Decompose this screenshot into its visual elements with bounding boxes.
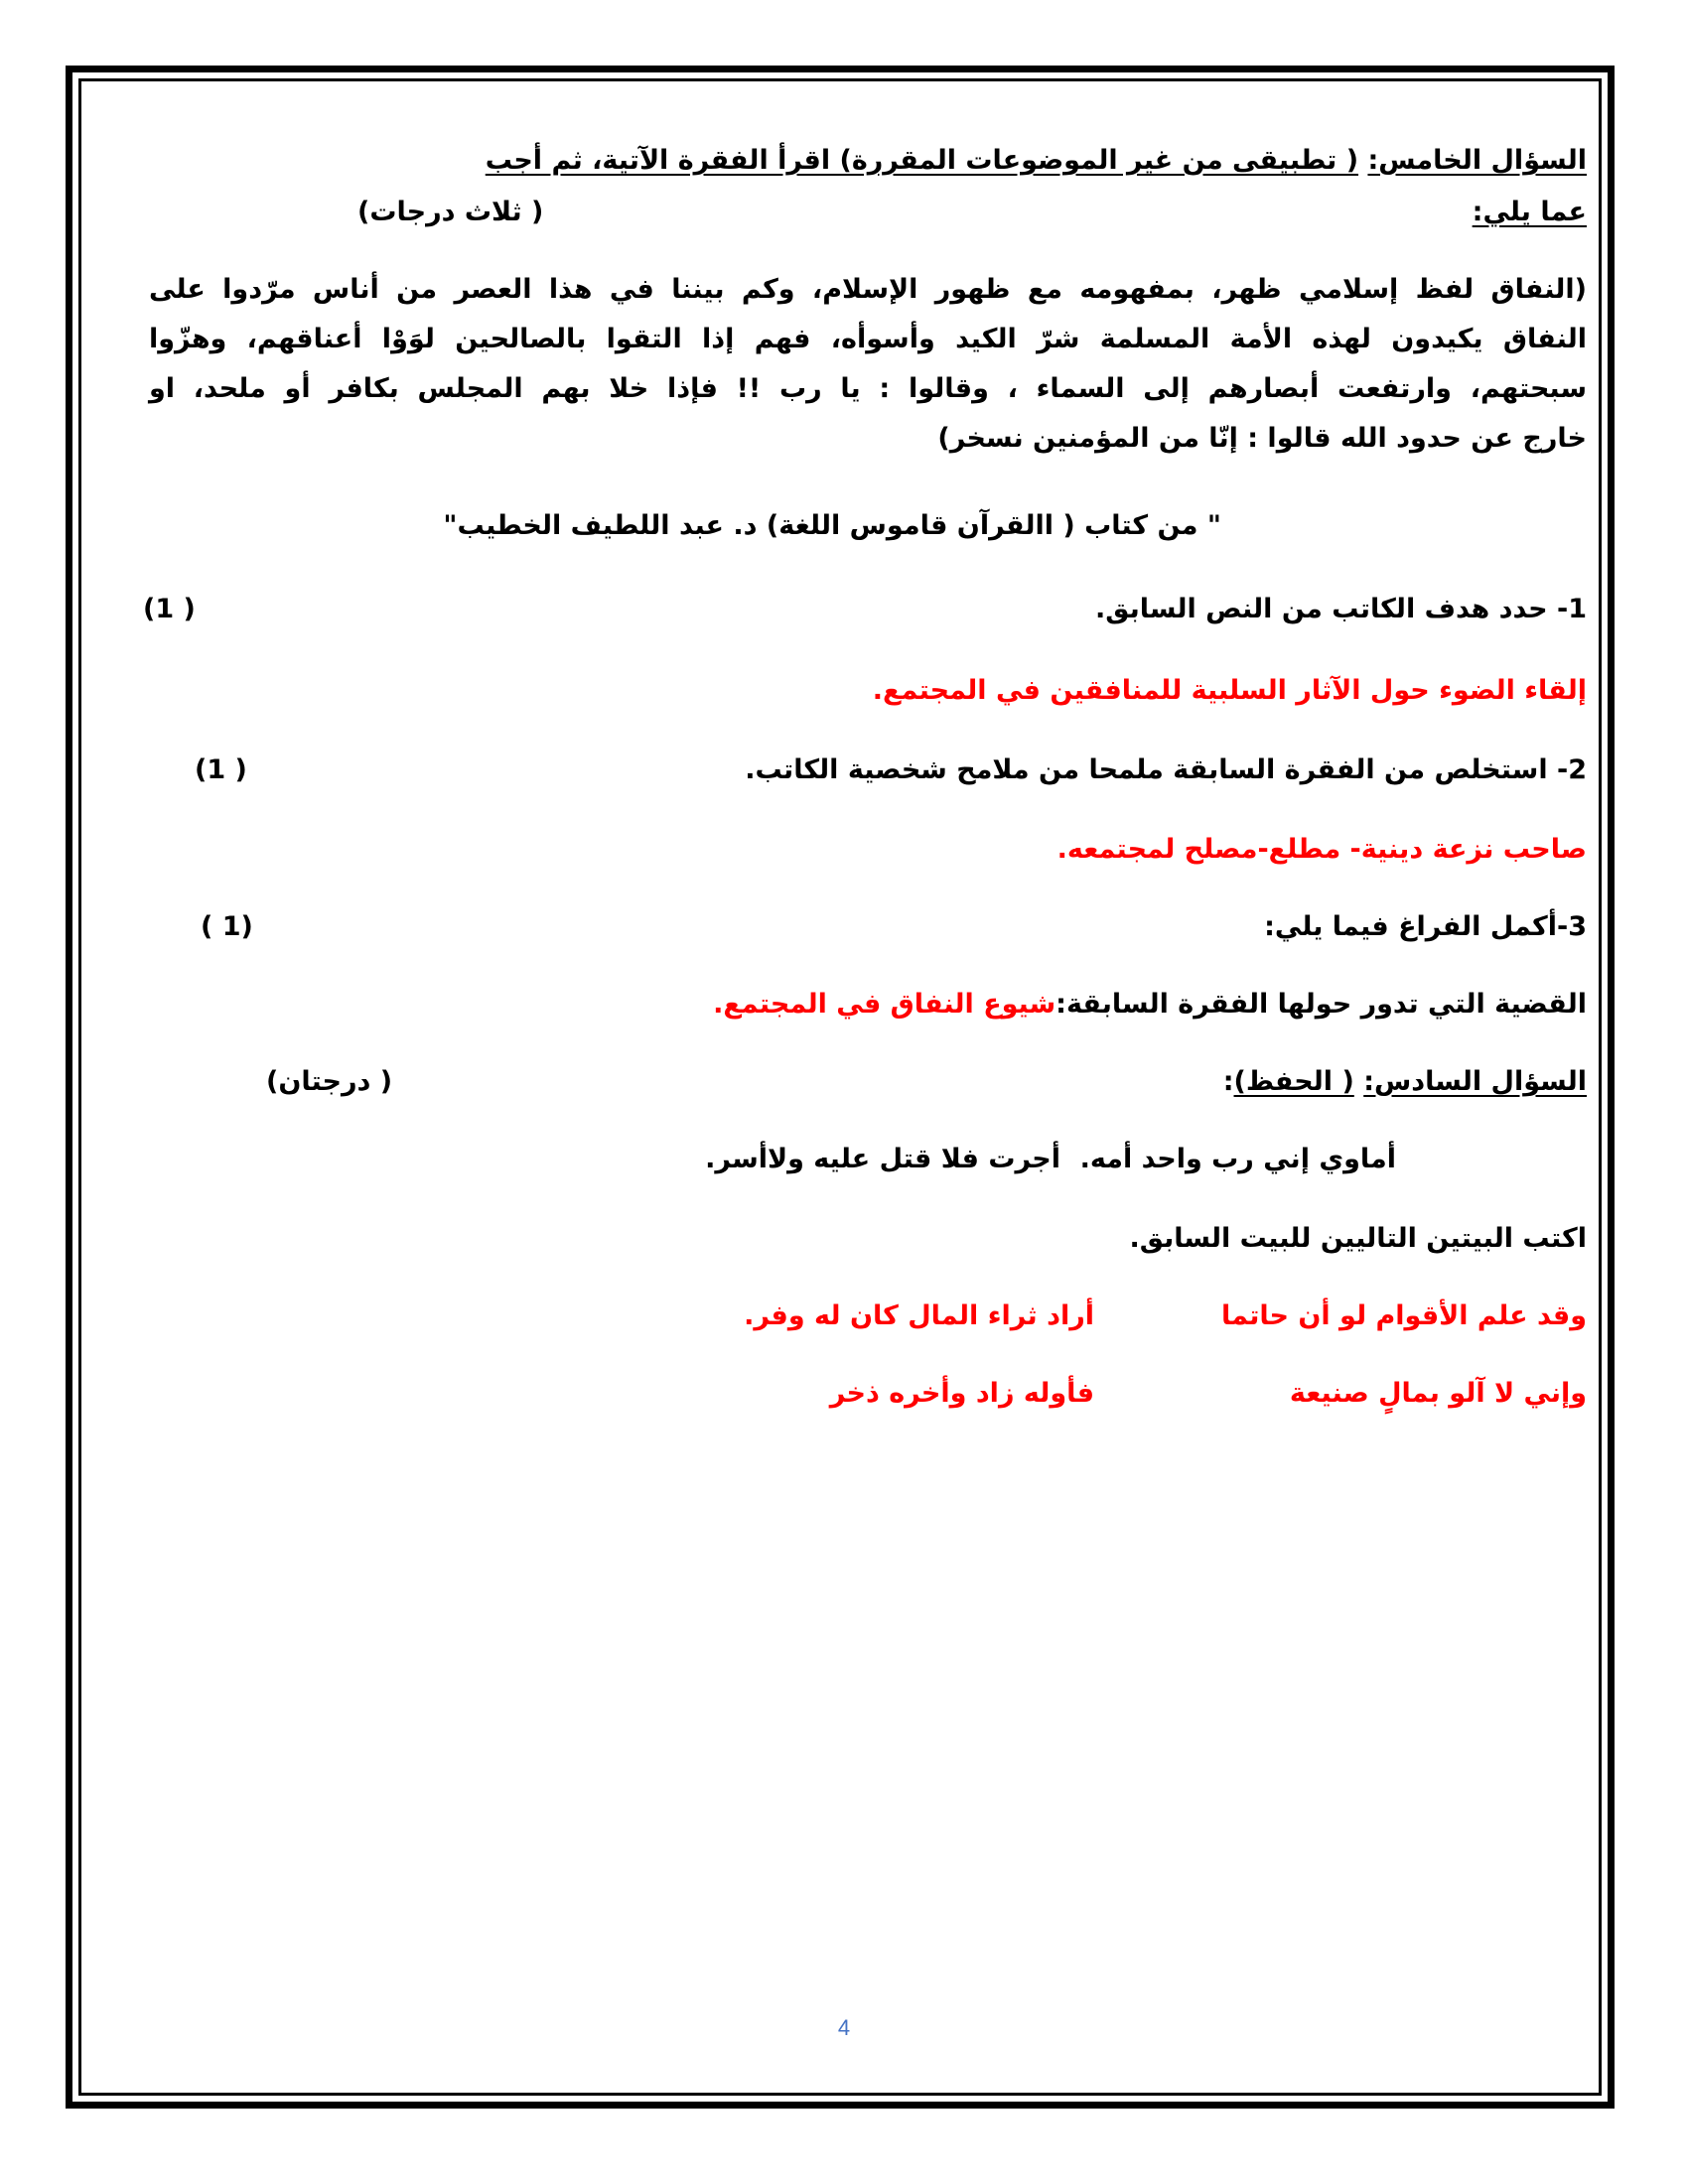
q5-title: السؤال الخامس: [1367, 145, 1587, 176]
answer-1: إلقاء الضوء حول الآثار السلبية للمنافقين في المجتمع. [872, 675, 1587, 706]
question-3-marks: (1 ) [201, 911, 253, 942]
q6-title: السؤال السادس: [1363, 1066, 1587, 1097]
passage-line-1: (النفاق لفظ إسلامي ظهر، بمفهومه مع ظهور الإسلام، وكم بيننا في هذا العصر من أناس مرّدوا على [149, 274, 1587, 305]
question-2-marks: ( 1) [195, 754, 247, 785]
question-3: 3-أكمل الفراغ فيما يلي: [1264, 911, 1587, 942]
question-3-fill [149, 985, 1587, 1024]
passage-line-2: النفاق يكيدون لهذه الأمة المسلمة شرّ الكيد وأسوأه، فهم إذا التقوا بالصالحين لوَوْا أعناقهم، وهزّوا [149, 324, 1587, 354]
answer-3: شيوع النفاق في المجتمع. [713, 989, 1056, 1020]
q5-heading [149, 141, 1587, 181]
verse-left-hemistich: أجرت فلا قتل عليه ولاأسر. [705, 1144, 1060, 1174]
passage-source: " من كتاب ( االقرآن قاموس اللغة) د. عبد اللطيف الخطيب" [443, 510, 1221, 541]
question-2: 2- استخلص من الفقرة السابقة ملمحا من ملامح شخصية الكاتب. [745, 754, 1587, 785]
answer-verse-1-left: أراد ثراء المال كان له وفر. [744, 1300, 1094, 1331]
page-number: 4 [837, 2015, 851, 2040]
question-1-marks: ( 1) [143, 594, 196, 624]
q6-topic: ( الحفظ) [1233, 1066, 1354, 1097]
q6-colon: : [1222, 1066, 1234, 1097]
q6-instruction: اكتب البيتين التاليين للبيت السابق. [1129, 1223, 1587, 1254]
answer-verse-2-left: فأوله زاد وأخره ذخر [829, 1378, 1094, 1409]
q5-answer-label: عما يلي: [1472, 197, 1587, 227]
q5-intro: ( تطبيقى من غير الموضوعات المقررة) اقرأ الفقرة الآتية، ثم أجب [485, 145, 1359, 176]
question-1: 1- حدد هدف الكاتب من النص السابق. [1095, 594, 1587, 624]
verse-right-hemistich: أماوي إني رب واحد أمه. [1079, 1144, 1396, 1174]
question-3-prompt: القضية التي تدور حولها الفقرة السابقة: [1055, 989, 1587, 1020]
q5-marks: ( ثلاث درجات) [357, 197, 544, 227]
q6-marks: ( درجتان) [266, 1066, 393, 1097]
answer-verse-2-right: وإني لا آلو بمالٍ صنيعة [1289, 1378, 1587, 1409]
passage-line-4: خارج عن حدود الله قالوا : إنّا من المؤمنين نسخر) [937, 423, 1587, 454]
answer-2: صاحب نزعة دينية- مطلع-مصلح لمجتمعه. [1056, 834, 1587, 865]
answer-verse-1-right: وقد علم الأقوام لو أن حاتما [1220, 1300, 1587, 1331]
passage-line-3: سبحتهم، وارتفعت أبصارهم إلى السماء ، وقالوا : يا رب !! فإذا خلا بهم المجلس بكافر أو ملحد، او [149, 373, 1587, 404]
